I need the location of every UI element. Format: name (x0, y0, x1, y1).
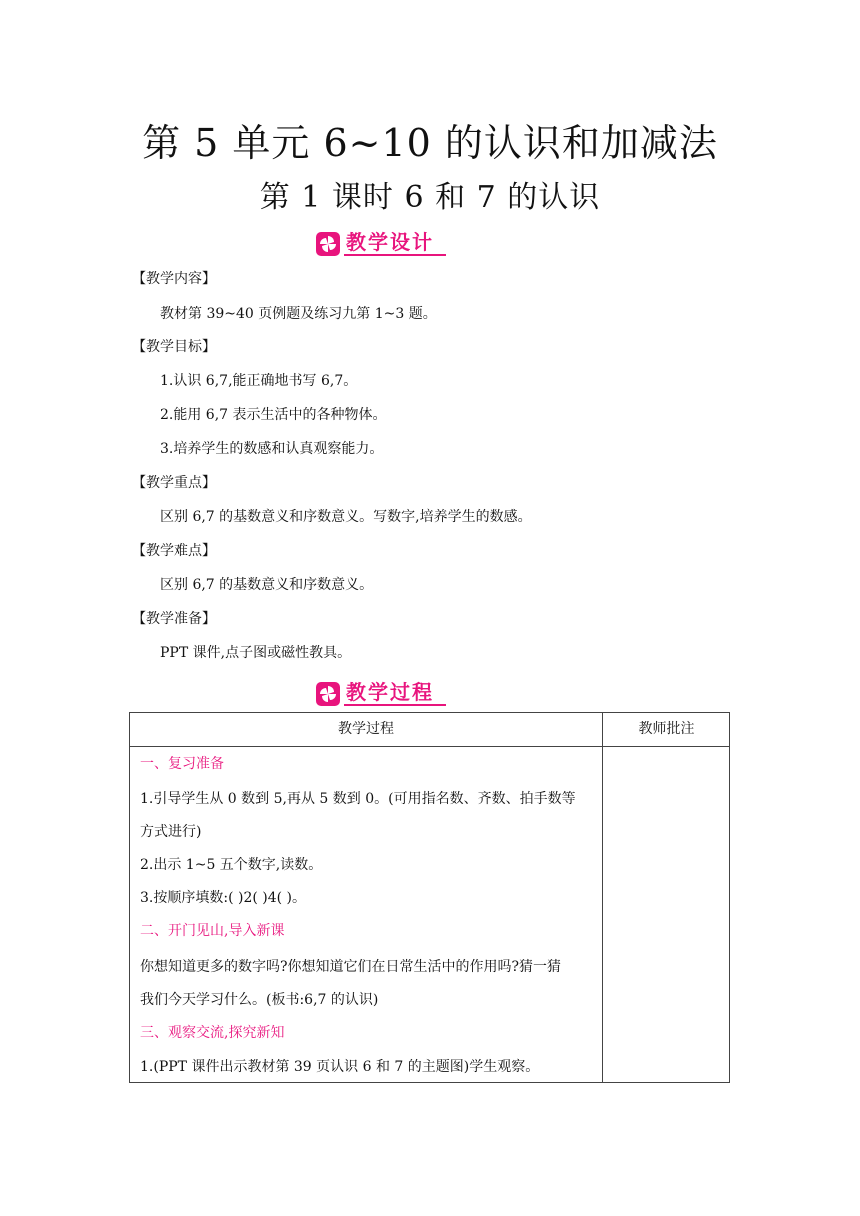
pinwheel-icon (316, 682, 340, 706)
col-header-process: 教学过程 (338, 721, 394, 737)
content-heading: 【教学内容】 (132, 271, 216, 287)
prep-text: PPT 课件,点子图或磁性教具。 (160, 645, 352, 661)
col-header-notes: 教师批注 (638, 721, 695, 737)
table-row: 1.(PPT 课件出示教材第 39 页认识 6 和 7 的主题图)学生观察。 (140, 1059, 540, 1075)
table-row: 1.引导学生从 0 数到 5,再从 5 数到 0。(可用指名数、齐数、拍手数等 (140, 791, 576, 807)
pinwheel-icon (316, 232, 340, 256)
process-table (129, 712, 730, 1083)
table-row: 2.出示 1~5 五个数字,读数。 (140, 857, 323, 873)
goal-item: 3.培养学生的数感和认真观察能力。 (160, 441, 384, 457)
section-heading: 三、观察交流,探究新知 (140, 1025, 285, 1041)
table-row: 你想知道更多的数字吗?你想知道它们在日常生活中的作用吗?猜一猜 (140, 959, 562, 975)
section-heading: 二、开门见山,导入新课 (140, 923, 285, 939)
section-heading: 一、复习准备 (140, 756, 224, 772)
banner-label: 教学过程 (344, 681, 446, 706)
header-divider (130, 746, 729, 747)
table-row: 方式进行) (140, 824, 202, 840)
banner-label: 教学设计 (344, 231, 446, 256)
goals-heading: 【教学目标】 (132, 339, 216, 355)
teaching-process-banner (316, 680, 446, 706)
goal-item: 2.能用 6,7 表示生活中的各种物体。 (160, 407, 387, 423)
goal-item: 1.认识 6,7,能正确地书写 6,7。 (160, 373, 358, 389)
difficulty-text: 区别 6,7 的基数意义和序数意义。 (160, 577, 374, 593)
key-text: 区别 6,7 的基数意义和序数意义。写数字,培养学生的数感。 (160, 509, 532, 525)
key-heading: 【教学重点】 (132, 475, 216, 491)
table-row: 3.按顺序填数:( )2( )4( )。 (140, 890, 307, 906)
lesson-title: 第 1 课时 6 和 7 的认识 (259, 180, 601, 215)
content-text: 教材第 39~40 页例题及练习九第 1~3 题。 (160, 306, 437, 322)
teaching-design-banner (316, 230, 446, 256)
unit-title: 第 5 单元 6~10 的认识和加减法 (142, 121, 718, 165)
column-divider (602, 713, 603, 1082)
prep-heading: 【教学准备】 (132, 611, 216, 627)
difficulty-heading: 【教学难点】 (132, 543, 216, 559)
table-row: 我们今天学习什么。(板书:6,7 的认识) (140, 992, 379, 1008)
